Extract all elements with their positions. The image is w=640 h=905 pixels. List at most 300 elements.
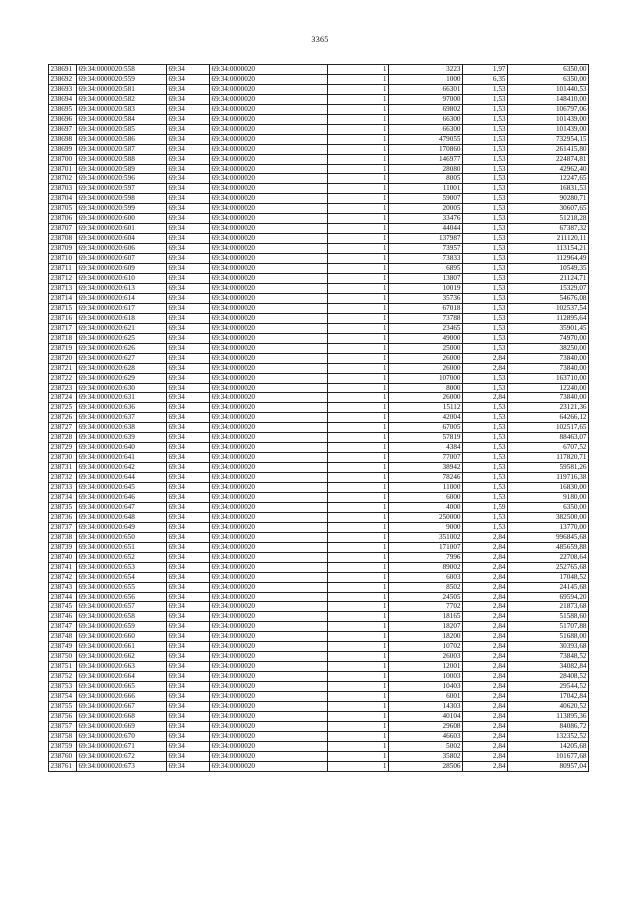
district-code-cell: 69:34	[167, 761, 210, 771]
cadastral-value-cell: 88463,07	[508, 433, 589, 443]
quarter-number-cell: 69:34:0000020	[210, 343, 328, 353]
area-cell: 6000	[389, 492, 463, 502]
parcel-count-cell: 1	[328, 224, 389, 234]
record-number-cell: 238711	[49, 264, 77, 274]
area-cell: 73957	[389, 244, 463, 254]
cadastral-number-cell: 69:34:0000020:588	[77, 154, 167, 164]
parcel-count-cell: 1	[328, 542, 389, 552]
table-row	[49, 144, 589, 154]
district-code-cell: 69:34	[167, 84, 210, 94]
district-code-cell: 69:34	[167, 94, 210, 104]
cadastral-value-cell: 59581,26	[508, 463, 589, 473]
quarter-number-cell: 69:34:0000020	[210, 711, 328, 721]
record-number-cell: 238706	[49, 214, 77, 224]
area-cell: 67018	[389, 303, 463, 313]
table-row	[49, 353, 589, 363]
table-row	[49, 373, 589, 383]
quarter-number-cell: 69:34:0000020	[210, 134, 328, 144]
cadastral-number-cell: 69:34:0000020:584	[77, 114, 167, 124]
district-code-cell: 69:34	[167, 244, 210, 254]
parcel-count-cell: 1	[328, 572, 389, 582]
cadastral-number-cell: 69:34:0000020:663	[77, 662, 167, 672]
cadastral-value-cell: 101440,53	[508, 84, 589, 94]
record-number-cell: 238731	[49, 463, 77, 473]
area-cell: 78246	[389, 473, 463, 483]
quarter-number-cell: 69:34:0000020	[210, 244, 328, 254]
table-row	[49, 383, 589, 393]
area-cell: 35736	[389, 293, 463, 303]
cadastral-value-cell: 12240,00	[508, 383, 589, 393]
record-number-cell: 238739	[49, 542, 77, 552]
district-code-cell: 69:34	[167, 174, 210, 184]
quarter-number-cell: 69:34:0000020	[210, 672, 328, 682]
record-number-cell: 238733	[49, 483, 77, 493]
cadastral-number-cell: 69:34:0000020:666	[77, 692, 167, 702]
table-row	[49, 672, 589, 682]
parcel-count-cell: 1	[328, 214, 389, 224]
cadastral-value-cell: 73848,52	[508, 652, 589, 662]
cadastral-value-cell: 23121,36	[508, 403, 589, 413]
record-number-cell: 238742	[49, 572, 77, 582]
cadastral-value-cell: 15329,07	[508, 283, 589, 293]
district-code-cell: 69:34	[167, 602, 210, 612]
cadastral-number-cell: 69:34:0000020:656	[77, 592, 167, 602]
record-number-cell: 238747	[49, 622, 77, 632]
table-row	[49, 721, 589, 731]
quarter-number-cell: 69:34:0000020	[210, 204, 328, 214]
specific-value-cell: 2,84	[463, 542, 508, 552]
cadastral-number-cell: 69:34:0000020:585	[77, 124, 167, 134]
record-number-cell: 238740	[49, 552, 77, 562]
parcel-count-cell: 1	[328, 682, 389, 692]
area-cell: 15112	[389, 403, 463, 413]
district-code-cell: 69:34	[167, 413, 210, 423]
cadastral-value-cell: 17042,84	[508, 692, 589, 702]
cadastral-value-cell: 80957,04	[508, 761, 589, 771]
quarter-number-cell: 69:34:0000020	[210, 104, 328, 114]
parcel-count-cell: 1	[328, 483, 389, 493]
cadastral-value-cell: 30607,65	[508, 204, 589, 214]
specific-value-cell: 1,53	[463, 114, 508, 124]
record-number-cell: 238691	[49, 65, 77, 75]
table-row	[49, 184, 589, 194]
record-number-cell: 238746	[49, 612, 77, 622]
district-code-cell: 69:34	[167, 343, 210, 353]
parcel-count-cell: 1	[328, 711, 389, 721]
parcel-count-cell: 1	[328, 204, 389, 214]
cadastral-number-cell: 69:34:0000020:640	[77, 443, 167, 453]
district-code-cell: 69:34	[167, 741, 210, 751]
record-number-cell: 238726	[49, 413, 77, 423]
cadastral-number-cell: 69:34:0000020:642	[77, 463, 167, 473]
parcel-count-cell: 1	[328, 154, 389, 164]
record-number-cell: 238732	[49, 473, 77, 483]
record-number-cell: 238759	[49, 741, 77, 751]
district-code-cell: 69:34	[167, 333, 210, 343]
record-number-cell: 238708	[49, 234, 77, 244]
record-number-cell: 238717	[49, 323, 77, 333]
district-code-cell: 69:34	[167, 313, 210, 323]
record-number-cell: 238749	[49, 642, 77, 652]
table-row	[49, 74, 589, 84]
cadastral-number-cell: 69:34:0000020:671	[77, 741, 167, 751]
cadastral-value-cell: 732954,15	[508, 134, 589, 144]
cadastral-value-cell: 16831,53	[508, 184, 589, 194]
cadastral-number-cell: 69:34:0000020:655	[77, 582, 167, 592]
quarter-number-cell: 69:34:0000020	[210, 274, 328, 284]
cadastral-value-cell: 24145,68	[508, 582, 589, 592]
area-cell: 35802	[389, 751, 463, 761]
quarter-number-cell: 69:34:0000020	[210, 582, 328, 592]
record-number-cell: 238713	[49, 283, 77, 293]
table-row	[49, 552, 589, 562]
record-number-cell: 238692	[49, 74, 77, 84]
cadastral-value-cell: 42962,40	[508, 164, 589, 174]
cadastral-value-table	[48, 64, 589, 772]
specific-value-cell: 1,53	[463, 473, 508, 483]
district-code-cell: 69:34	[167, 114, 210, 124]
district-code-cell: 69:34	[167, 323, 210, 333]
district-code-cell: 69:34	[167, 144, 210, 154]
specific-value-cell: 2,84	[463, 622, 508, 632]
area-cell: 11000	[389, 483, 463, 493]
quarter-number-cell: 69:34:0000020	[210, 184, 328, 194]
quarter-number-cell: 69:34:0000020	[210, 383, 328, 393]
record-number-cell: 238714	[49, 293, 77, 303]
parcel-count-cell: 1	[328, 672, 389, 682]
parcel-count-cell: 1	[328, 65, 389, 75]
table-row	[49, 662, 589, 672]
parcel-count-cell: 1	[328, 423, 389, 433]
quarter-number-cell: 69:34:0000020	[210, 622, 328, 632]
area-cell: 137987	[389, 234, 463, 244]
cadastral-number-cell: 69:34:0000020:586	[77, 134, 167, 144]
area-cell: 77007	[389, 453, 463, 463]
specific-value-cell: 1,53	[463, 234, 508, 244]
cadastral-value-cell: 102537,54	[508, 303, 589, 313]
cadastral-value-cell: 73840,00	[508, 363, 589, 373]
specific-value-cell: 1,53	[463, 303, 508, 313]
quarter-number-cell: 69:34:0000020	[210, 164, 328, 174]
quarter-number-cell: 69:34:0000020	[210, 473, 328, 483]
cadastral-number-cell: 69:34:0000020:626	[77, 343, 167, 353]
parcel-count-cell: 1	[328, 184, 389, 194]
quarter-number-cell: 69:34:0000020	[210, 492, 328, 502]
area-cell: 66300	[389, 114, 463, 124]
table-row	[49, 363, 589, 373]
table-row	[49, 751, 589, 761]
area-cell: 29608	[389, 721, 463, 731]
parcel-count-cell: 1	[328, 453, 389, 463]
record-number-cell: 238697	[49, 124, 77, 134]
record-number-cell: 238720	[49, 353, 77, 363]
district-code-cell: 69:34	[167, 194, 210, 204]
district-code-cell: 69:34	[167, 702, 210, 712]
cadastral-value-cell: 112964,49	[508, 254, 589, 264]
quarter-number-cell: 69:34:0000020	[210, 283, 328, 293]
specific-value-cell: 1,53	[463, 433, 508, 443]
quarter-number-cell: 69:34:0000020	[210, 224, 328, 234]
cadastral-value-cell: 117820,71	[508, 453, 589, 463]
table-row	[49, 622, 589, 632]
specific-value-cell: 1,53	[463, 84, 508, 94]
quarter-number-cell: 69:34:0000020	[210, 234, 328, 244]
specific-value-cell: 1,53	[463, 204, 508, 214]
specific-value-cell: 1,53	[463, 224, 508, 234]
specific-value-cell: 1,53	[463, 463, 508, 473]
cadastral-number-cell: 69:34:0000020:581	[77, 84, 167, 94]
quarter-number-cell: 69:34:0000020	[210, 393, 328, 403]
specific-value-cell: 1,53	[463, 443, 508, 453]
area-cell: 14303	[389, 702, 463, 712]
cadastral-number-cell: 69:34:0000020:669	[77, 721, 167, 731]
district-code-cell: 69:34	[167, 403, 210, 413]
cadastral-number-cell: 69:34:0000020:606	[77, 244, 167, 254]
record-number-cell: 238737	[49, 522, 77, 532]
cadastral-number-cell: 69:34:0000020:610	[77, 274, 167, 284]
cadastral-value-cell: 10549,35	[508, 264, 589, 274]
quarter-number-cell: 69:34:0000020	[210, 572, 328, 582]
table-row	[49, 333, 589, 343]
area-cell: 18207	[389, 622, 463, 632]
quarter-number-cell: 69:34:0000020	[210, 214, 328, 224]
district-code-cell: 69:34	[167, 562, 210, 572]
table-row	[49, 612, 589, 622]
district-code-cell: 69:34	[167, 672, 210, 682]
cadastral-value-cell: 13770,00	[508, 522, 589, 532]
cadastral-number-cell: 69:34:0000020:650	[77, 532, 167, 542]
table-row	[49, 731, 589, 741]
table-row	[49, 413, 589, 423]
area-cell: 59007	[389, 194, 463, 204]
record-number-cell: 238744	[49, 592, 77, 602]
district-code-cell: 69:34	[167, 652, 210, 662]
table-row	[49, 403, 589, 413]
area-cell: 6003	[389, 572, 463, 582]
table-row	[49, 114, 589, 124]
area-cell: 46603	[389, 731, 463, 741]
table-row	[49, 692, 589, 702]
area-cell: 10019	[389, 283, 463, 293]
parcel-count-cell: 1	[328, 174, 389, 184]
cadastral-number-cell: 69:34:0000020:660	[77, 632, 167, 642]
cadastral-number-cell: 69:34:0000020:646	[77, 492, 167, 502]
parcel-count-cell: 1	[328, 741, 389, 751]
cadastral-number-cell: 69:34:0000020:657	[77, 602, 167, 612]
district-code-cell: 69:34	[167, 751, 210, 761]
specific-value-cell: 2,84	[463, 741, 508, 751]
specific-value-cell: 1,53	[463, 492, 508, 502]
specific-value-cell: 1,53	[463, 124, 508, 134]
parcel-count-cell: 1	[328, 433, 389, 443]
specific-value-cell: 2,84	[463, 552, 508, 562]
table-row	[49, 711, 589, 721]
quarter-number-cell: 69:34:0000020	[210, 144, 328, 154]
cadastral-number-cell: 69:34:0000020:631	[77, 393, 167, 403]
district-code-cell: 69:34	[167, 572, 210, 582]
district-code-cell: 69:34	[167, 522, 210, 532]
area-cell: 4000	[389, 502, 463, 512]
quarter-number-cell: 69:34:0000020	[210, 562, 328, 572]
quarter-number-cell: 69:34:0000020	[210, 353, 328, 363]
table-row	[49, 592, 589, 602]
cadastral-value-cell: 132352,52	[508, 731, 589, 741]
parcel-count-cell: 1	[328, 254, 389, 264]
record-number-cell: 238699	[49, 144, 77, 154]
table-row	[49, 293, 589, 303]
area-cell: 26003	[389, 652, 463, 662]
area-cell: 44044	[389, 224, 463, 234]
record-number-cell: 238703	[49, 184, 77, 194]
record-number-cell: 238752	[49, 672, 77, 682]
cadastral-number-cell: 69:34:0000020:583	[77, 104, 167, 114]
record-number-cell: 238721	[49, 363, 77, 373]
parcel-count-cell: 1	[328, 94, 389, 104]
cadastral-number-cell: 69:34:0000020:599	[77, 204, 167, 214]
parcel-count-cell: 1	[328, 333, 389, 343]
area-cell: 26000	[389, 393, 463, 403]
record-number-cell: 238738	[49, 532, 77, 542]
cadastral-value-cell: 69594,20	[508, 592, 589, 602]
district-code-cell: 69:34	[167, 224, 210, 234]
parcel-count-cell: 1	[328, 383, 389, 393]
specific-value-cell: 1,53	[463, 423, 508, 433]
district-code-cell: 69:34	[167, 622, 210, 632]
quarter-number-cell: 69:34:0000020	[210, 403, 328, 413]
specific-value-cell: 2,84	[463, 363, 508, 373]
cadastral-number-cell: 69:34:0000020:630	[77, 383, 167, 393]
table-row	[49, 104, 589, 114]
cadastral-number-cell: 69:34:0000020:658	[77, 612, 167, 622]
cadastral-value-cell: 22708,64	[508, 552, 589, 562]
quarter-number-cell: 69:34:0000020	[210, 65, 328, 75]
quarter-number-cell: 69:34:0000020	[210, 632, 328, 642]
specific-value-cell: 2,84	[463, 711, 508, 721]
table-row	[49, 194, 589, 204]
cadastral-value-cell: 224874,81	[508, 154, 589, 164]
table-row	[49, 224, 589, 234]
cadastral-value-cell: 21124,71	[508, 274, 589, 284]
cadastral-value-cell: 211120,11	[508, 234, 589, 244]
district-code-cell: 69:34	[167, 662, 210, 672]
quarter-number-cell: 69:34:0000020	[210, 532, 328, 542]
table-row	[49, 303, 589, 313]
district-code-cell: 69:34	[167, 234, 210, 244]
district-code-cell: 69:34	[167, 592, 210, 602]
cadastral-number-cell: 69:34:0000020:587	[77, 144, 167, 154]
district-code-cell: 69:34	[167, 731, 210, 741]
area-cell: 28506	[389, 761, 463, 771]
specific-value-cell: 1,59	[463, 502, 508, 512]
cadastral-value-cell: 54676,08	[508, 293, 589, 303]
area-cell: 12001	[389, 662, 463, 672]
table-row	[49, 94, 589, 104]
cadastral-value-cell: 51688,00	[508, 632, 589, 642]
cadastral-value-cell: 101677,68	[508, 751, 589, 761]
district-code-cell: 69:34	[167, 74, 210, 84]
specific-value-cell: 2,84	[463, 562, 508, 572]
district-code-cell: 69:34	[167, 552, 210, 562]
area-cell: 26000	[389, 363, 463, 373]
area-cell: 66300	[389, 124, 463, 134]
district-code-cell: 69:34	[167, 532, 210, 542]
quarter-number-cell: 69:34:0000020	[210, 463, 328, 473]
specific-value-cell: 2,84	[463, 572, 508, 582]
specific-value-cell: 1,53	[463, 174, 508, 184]
record-number-cell: 238723	[49, 383, 77, 393]
cadastral-number-cell: 69:34:0000020:667	[77, 702, 167, 712]
parcel-count-cell: 1	[328, 761, 389, 771]
area-cell: 13807	[389, 274, 463, 284]
parcel-count-cell: 1	[328, 274, 389, 284]
specific-value-cell: 1,53	[463, 274, 508, 284]
specific-value-cell: 1,53	[463, 403, 508, 413]
quarter-number-cell: 69:34:0000020	[210, 702, 328, 712]
quarter-number-cell: 69:34:0000020	[210, 542, 328, 552]
district-code-cell: 69:34	[167, 453, 210, 463]
cadastral-number-cell: 69:34:0000020:559	[77, 74, 167, 84]
parcel-count-cell: 1	[328, 343, 389, 353]
table-row	[49, 154, 589, 164]
quarter-number-cell: 69:34:0000020	[210, 682, 328, 692]
cadastral-number-cell: 69:34:0000020:668	[77, 711, 167, 721]
parcel-count-cell: 1	[328, 642, 389, 652]
cadastral-number-cell: 69:34:0000020:648	[77, 512, 167, 522]
cadastral-number-cell: 69:34:0000020:649	[77, 522, 167, 532]
district-code-cell: 69:34	[167, 214, 210, 224]
cadastral-value-cell: 34082,84	[508, 662, 589, 672]
quarter-number-cell: 69:34:0000020	[210, 114, 328, 124]
parcel-count-cell: 1	[328, 692, 389, 702]
cadastral-value-cell: 74970,00	[508, 333, 589, 343]
area-cell: 3223	[389, 65, 463, 75]
record-number-cell: 238719	[49, 343, 77, 353]
specific-value-cell: 1,53	[463, 164, 508, 174]
district-code-cell: 69:34	[167, 353, 210, 363]
cadastral-value-cell: 64266,12	[508, 413, 589, 423]
specific-value-cell: 1,53	[463, 383, 508, 393]
cadastral-value-cell: 21873,68	[508, 602, 589, 612]
specific-value-cell: 2,84	[463, 761, 508, 771]
parcel-count-cell: 1	[328, 492, 389, 502]
cadastral-number-cell: 69:34:0000020:637	[77, 413, 167, 423]
area-cell: 10702	[389, 642, 463, 652]
quarter-number-cell: 69:34:0000020	[210, 84, 328, 94]
cadastral-value-cell: 73840,00	[508, 353, 589, 363]
record-number-cell: 238693	[49, 84, 77, 94]
quarter-number-cell: 69:34:0000020	[210, 552, 328, 562]
parcel-count-cell: 1	[328, 124, 389, 134]
cadastral-value-cell: 113154,21	[508, 244, 589, 254]
cadastral-number-cell: 69:34:0000020:607	[77, 254, 167, 264]
quarter-number-cell: 69:34:0000020	[210, 94, 328, 104]
cadastral-value-cell: 12247,65	[508, 174, 589, 184]
table-row	[49, 582, 589, 592]
specific-value-cell: 1,97	[463, 65, 508, 75]
cadastral-number-cell: 69:34:0000020:639	[77, 433, 167, 443]
table-row	[49, 682, 589, 692]
parcel-count-cell: 1	[328, 731, 389, 741]
cadastral-value-cell: 14205,68	[508, 741, 589, 751]
cadastral-value-cell: 163710,00	[508, 373, 589, 383]
parcel-count-cell: 1	[328, 134, 389, 144]
parcel-count-cell: 1	[328, 443, 389, 453]
specific-value-cell: 2,84	[463, 602, 508, 612]
parcel-count-cell: 1	[328, 662, 389, 672]
parcel-count-cell: 1	[328, 473, 389, 483]
quarter-number-cell: 69:34:0000020	[210, 502, 328, 512]
parcel-count-cell: 1	[328, 463, 389, 473]
